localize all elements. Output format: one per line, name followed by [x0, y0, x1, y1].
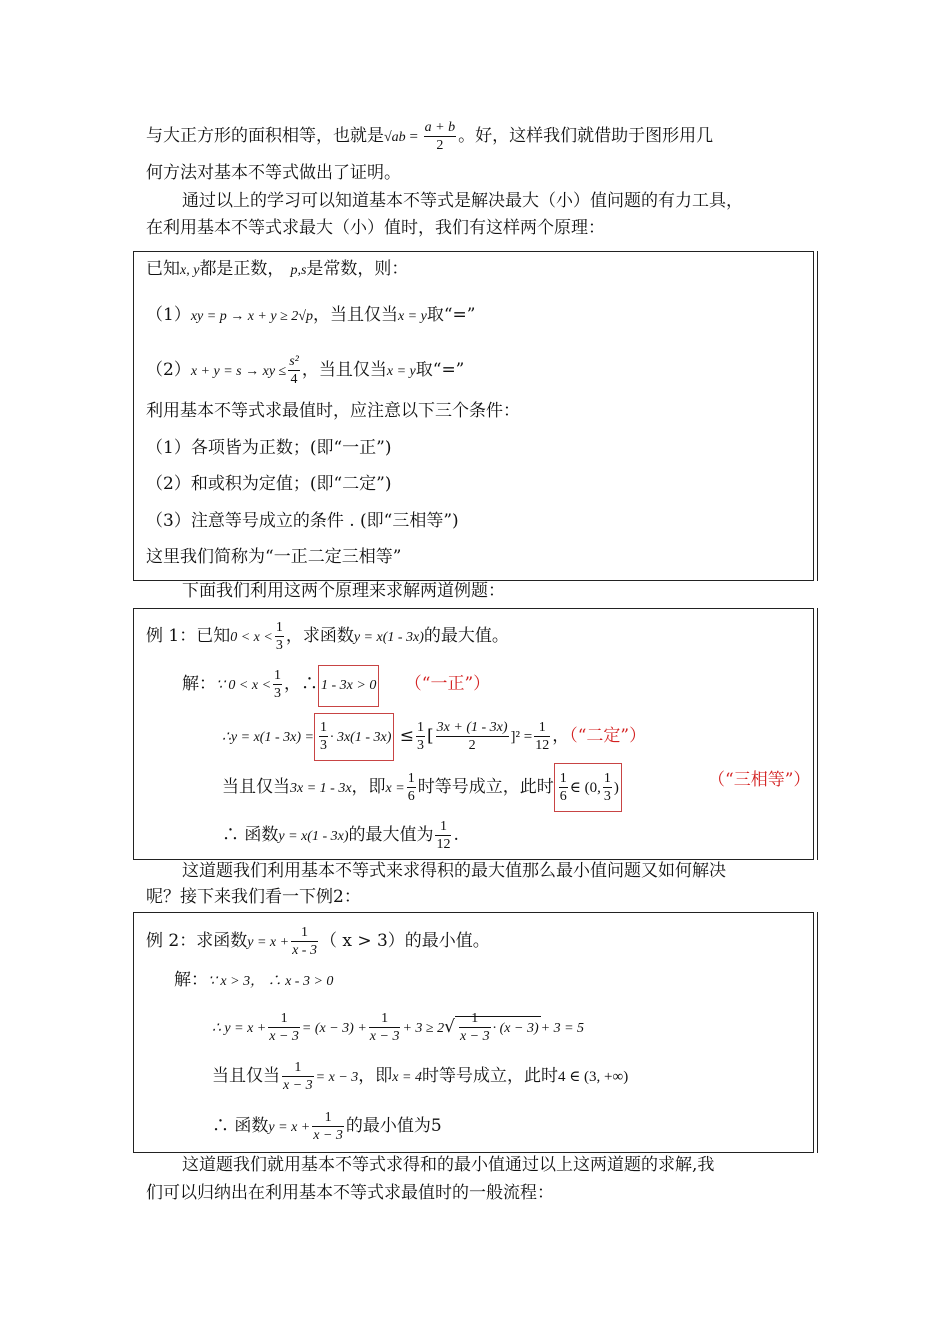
- example-1-title: 例 1：已知0 < x < $\frac{1}{3}$ ，求函数y = x(1 - 3x)的最大值。: [146, 620, 509, 653]
- condition-1: （1）各项皆为正数；(即“一正”): [146, 438, 392, 458]
- example-1-step-4: ∴ 函数y = x(1 - 3x)的最大值为 $\frac{1}{12}$ .: [222, 819, 459, 852]
- closing-line-1: 这道题我们就用基本不等式求得和的最小值通过以上这两道题的求解,我: [182, 1155, 715, 1175]
- tag-yi-zheng: （“一正”）: [404, 674, 491, 694]
- principle-1: （1）xy = p → x + y ≥ 2√p，当且仅当x = y取“=”: [146, 305, 476, 325]
- principles-header: 已知x, y都是正数， p,s是常数，则：: [146, 259, 409, 279]
- example-1-box: [133, 608, 814, 860]
- principle-2: （2）x + y = s → xy ≤ $\frac{\text{s²}}{4}$ ，当且仅当x = y取“=”: [146, 354, 465, 387]
- fraction-a-plus-b-over-2: $\frac{a + b}{2}$: [424, 120, 456, 153]
- example-1-step-1: 解：∵ 0 < x < $\frac{1}{3}$ ，∴ 1 - 3x > 0 （“一正”）: [182, 665, 490, 707]
- example-1-step-3: 当且仅当3x = 1 - 3x，即x = $\frac{1}{6}$ 时等号成立，此时 $\frac{1}{6}$ ∈ (0, $\frac{1}{3}$ ): [222, 763, 622, 812]
- tag-er-ding: （“二定”）: [569, 726, 647, 746]
- example-1-step-2: ∴y = x(1 - 3x) = $\frac{1}{3}$ · 3x(1 - 3x) ≤ $\frac{1}{3}$ [ $\frac{3x + (1 - 3x)}{2}$ ]² = $\frac{1}{12}$ ，（“二定”）: [222, 713, 646, 761]
- intro-line-1-pre: 与大正方形的面积相等，也就是: [146, 126, 384, 146]
- intro-line-1: 与大正方形的面积相等，也就是√ab = $\frac{a + b}{2}$ 。好，这样我们就借助于图形用几: [146, 120, 714, 153]
- example-2-step-4: ∴ 函数y = x + $\frac{1}{x - 3}$ 的最小值为5: [212, 1110, 442, 1143]
- example-2-step-1: 解：∵ x > 3， ∴ x - 3 > 0: [174, 970, 334, 990]
- transition-2-line-2: 呢？接下来我们看一下例2：: [146, 887, 361, 907]
- condition-3: （3）注意等号成立的条件 . (即“三相等”): [146, 511, 459, 531]
- intro-line-2: 何方法对基本不等式做出了证明。: [146, 163, 401, 183]
- sqrt-ab: √ab: [384, 130, 406, 145]
- positivity-highlight: 1 - 3x > 0: [318, 665, 379, 707]
- intro-line-3: 通过以上的学习可以知道基本不等式是解决最大（小）值问题的有力工具，: [182, 191, 743, 211]
- intro-line-4: 在利用基本不等式求最大（小）值时，我们有这样两个原理：: [146, 218, 605, 238]
- example-2-step-2: ∴ y = x + $\frac{1}{x - 3}$ = (x − 3) + $\frac{1}{x - 3}$ + 3 ≥ 2√ $\frac{1}{x - 3}$ · (x − 3) + 3 = 5: [212, 1011, 585, 1044]
- transition-2-line-1: 这道题我们利用基本不等式来求得积的最大值那么最小值问题又如何解决: [182, 861, 726, 881]
- example-2-box: [133, 912, 814, 1153]
- principles-box: [133, 251, 814, 581]
- conditions-intro: 利用基本不等式求最值时，应注意以下三个条件：: [146, 401, 520, 421]
- intro-line-1-post: 。好，这样我们就借助于图形用几: [458, 126, 714, 146]
- constant-highlight: $\frac{1}{3}$ · 3x(1 - 3x): [314, 713, 394, 761]
- example-2-step-3: 当且仅当 $\frac{1}{x - 3}$ = x − 3，即x = 4时等号成立，此时4 ∈ (3, +∞): [212, 1060, 629, 1093]
- principles-summary: 这里我们简称为“一正二定三相等”: [146, 547, 402, 567]
- closing-line-2: 们可以归纳出在利用基本不等式求最值时的一般流程：: [146, 1183, 554, 1203]
- transition-1: 下面我们利用这两个原理来求解两道例题：: [182, 581, 505, 601]
- tag-san-xiang-deng: （“三相等”）: [708, 770, 811, 790]
- example-2-title: 例 2：求函数y = x + $\frac{1}{x - 3}$ （ x > 3）的最小值。: [146, 925, 490, 958]
- condition-2: （2）和或积为定值；(即“二定”): [146, 474, 392, 494]
- equality-highlight: $\frac{1}{6}$ ∈ (0, $\frac{1}{3}$ ): [554, 763, 622, 812]
